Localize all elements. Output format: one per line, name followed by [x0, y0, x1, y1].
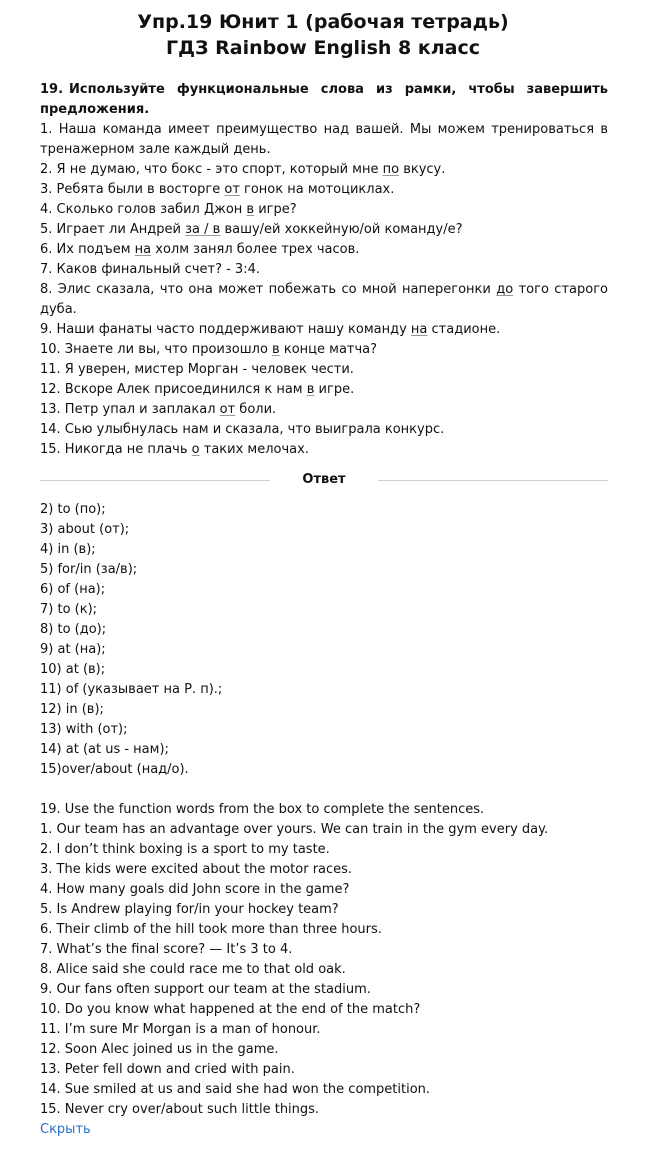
- sentence-text: 15. Никогда не плачь: [40, 442, 192, 457]
- sentence-text: 4. Сколько голов забил Джон: [40, 202, 247, 217]
- sentence-ru: [40, 380, 608, 400]
- answer-item: 8) to (до);: [40, 622, 107, 637]
- sentence-text: боли.: [235, 402, 277, 417]
- english-sentence: 12. Soon Alec joined us in the game.: [40, 1042, 279, 1057]
- underlined-word: на: [134, 242, 152, 257]
- english-sentence: 6. Their climb of the hill took more than three hours.: [40, 922, 382, 937]
- underlined-word: в: [246, 202, 255, 217]
- sentence-text: холм занял более трех часов.: [151, 242, 360, 257]
- answer-item: 13) with (от);: [40, 722, 128, 737]
- answer-item: 9) at (на);: [40, 642, 106, 657]
- sentence-text: вашу/ей хоккейную/ой команду/е?: [220, 222, 463, 237]
- sentence-text: 8. Элис сказала, что она может побежать со мной наперегонки: [40, 282, 497, 297]
- english-sentence: 3. The kids were excited about the motor races.: [40, 862, 353, 877]
- russian-sentences: [40, 120, 608, 460]
- underlined-word: по: [382, 162, 400, 177]
- sentence-text: 3. Ребята были в восторге: [40, 182, 225, 197]
- task-instruction-text: Используйте функциональные слова из рамки, чтобы завершить предложения.: [40, 82, 608, 117]
- answer-item: 14) at (at us - нам);: [40, 742, 169, 757]
- english-sentence: 10. Do you know what happened at the end of the match?: [40, 1002, 421, 1017]
- underlined-word: от: [219, 402, 236, 417]
- sentence-ru: [40, 120, 608, 160]
- underlined-word: от: [224, 182, 240, 197]
- sentence-text: вкусу.: [399, 162, 446, 177]
- sentence-ru: [40, 440, 608, 460]
- sentence-text: игре.: [314, 382, 355, 397]
- english-sentence: 11. I’m sure Mr Morgan is a man of honour.: [40, 1022, 321, 1037]
- task-instruction: [40, 80, 608, 120]
- sentence-text: стадионе.: [427, 322, 501, 337]
- english-sentence: 2. I don’t think boxing is a sport to my taste.: [40, 842, 330, 857]
- sentence-text: таких мелочах.: [199, 442, 309, 457]
- english-instruction: 19. Use the function words from the box to complete the sentences.: [40, 802, 485, 817]
- answer-item: 12) in (в);: [40, 702, 104, 717]
- underlined-word: о: [191, 442, 200, 457]
- sentence-ru: [40, 220, 608, 240]
- answer-heading: Ответ: [302, 472, 346, 487]
- answer-item: 2) to (по);: [40, 502, 106, 517]
- english-sentence: 5. Is Andrew playing for/in your hockey team?: [40, 902, 339, 917]
- page-title: [0, 0, 646, 61]
- sentence-text: 11. Я уверен, мистер Морган - человек чести.: [40, 362, 354, 377]
- sentence-ru: [40, 240, 608, 260]
- answer-item: 6) of (на);: [40, 582, 106, 597]
- sentence-text: 12. Вскоре Алек присоединился к нам: [40, 382, 307, 397]
- answer-item: 10) at (в);: [40, 662, 106, 677]
- answer-item: 5) for/in (за/в);: [40, 562, 138, 577]
- sentence-ru: [40, 420, 608, 440]
- answer-item: 15)over/about (над/о).: [40, 762, 189, 777]
- answer-list: [40, 500, 608, 780]
- underlined-word: на: [410, 322, 428, 337]
- english-sentence: 1. Our team has an advantage over yours. We can train in the gym every day.: [40, 822, 549, 837]
- sentence-text: 7. Каков финальный счет? - 3:4.: [40, 262, 260, 277]
- underlined-word: в: [306, 382, 315, 397]
- sentence-ru: [40, 400, 608, 420]
- answer-item: 3) about (от);: [40, 522, 130, 537]
- sentence-text: 2. Я не думаю, что бокс - это спорт, который мне: [40, 162, 383, 177]
- english-sentence: 15. Never cry over/about such little things.: [40, 1102, 320, 1117]
- answer-item: 4) in (в);: [40, 542, 96, 557]
- sentence-text: 10. Знаете ли вы, что произошло: [40, 342, 273, 357]
- title-line-2: ГДЗ Rainbow English 8 класс: [165, 37, 481, 59]
- sentence-ru: [40, 160, 608, 180]
- title-line-1: Упр.19 Юнит 1 (рабочая тетрадь): [137, 11, 509, 33]
- english-sentence: 7. What’s the final score? — It’s 3 to 4.: [40, 942, 293, 957]
- underlined-word: за / в: [185, 222, 221, 237]
- separator-rule-right: [378, 480, 608, 481]
- hide-link[interactable]: Скрыть: [40, 1122, 91, 1137]
- sentence-ru: [40, 340, 608, 360]
- spacer: [40, 780, 608, 800]
- sentence-ru: [40, 280, 608, 320]
- sentence-text: гонок на мотоциклах.: [239, 182, 395, 197]
- sentence-ru: [40, 360, 608, 380]
- sentence-text: 6. Их подъем: [40, 242, 135, 257]
- sentence-text: 13. Петр упал и заплакал: [40, 402, 220, 417]
- sentence-text: 1. Наша команда имеет преимущество над вашей. Мы можем тренироваться в тренажерном зале каждый день.: [40, 122, 608, 157]
- sentence-text: 9. Наши фанаты часто поддерживают нашу команду: [40, 322, 411, 337]
- content: [40, 80, 608, 1140]
- english-sentence: 8. Alice said she could race me to that old oak.: [40, 962, 346, 977]
- sentence-ru: [40, 180, 608, 200]
- sentence-ru: [40, 320, 608, 340]
- sentence-text: того старого дуба.: [40, 282, 608, 317]
- sentence-text: игре?: [254, 202, 297, 217]
- task-number: 19.: [40, 82, 64, 97]
- english-sentence: 13. Peter fell down and cried with pain.: [40, 1062, 295, 1077]
- english-sentence: 9. Our fans often support our team at the stadium.: [40, 982, 371, 997]
- sentence-ru: [40, 260, 608, 280]
- sentence-text: 5. Играет ли Андрей: [40, 222, 186, 237]
- sentence-text: конце матча?: [279, 342, 378, 357]
- answer-item: 7) to (к);: [40, 602, 98, 617]
- underlined-word: до: [496, 282, 514, 297]
- sentence-ru: [40, 200, 608, 220]
- underlined-word: в: [272, 342, 280, 357]
- english-sentence: 14. Sue smiled at us and said she had won the competition.: [40, 1082, 431, 1097]
- sentence-text: 14. Сью улыбнулась нам и сказала, что выиграла конкурс.: [40, 422, 445, 437]
- answer-item: 11) of (указывает на Р. п).;: [40, 682, 223, 697]
- answer-separator: [40, 470, 608, 490]
- english-translation: [40, 800, 608, 1120]
- english-sentence: 4. How many goals did John score in the game?: [40, 882, 350, 897]
